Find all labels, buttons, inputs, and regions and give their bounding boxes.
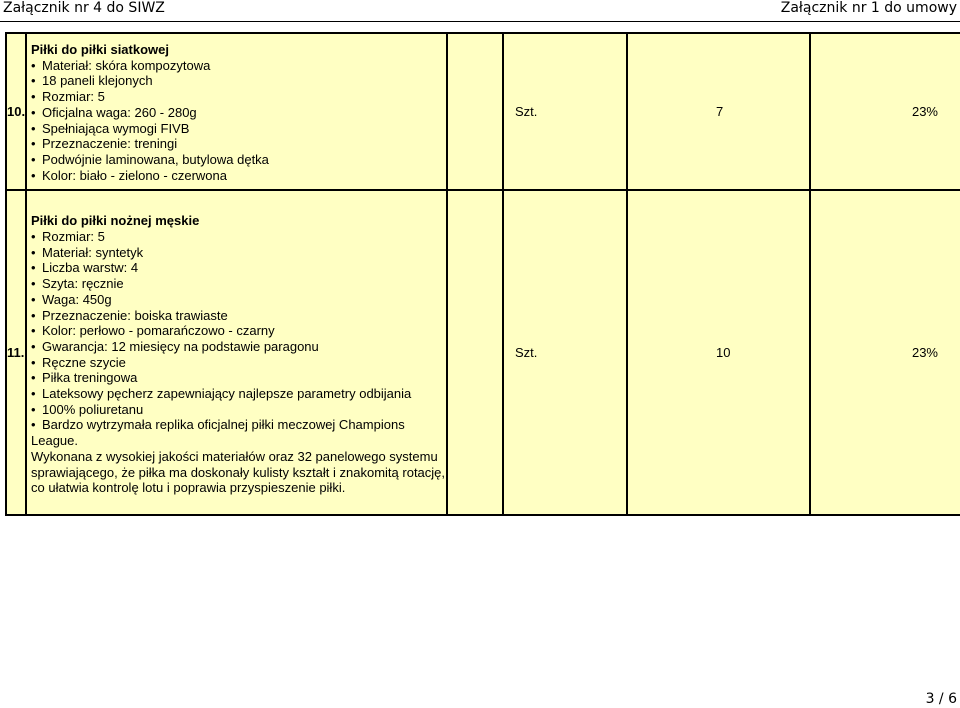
spec-line: Wykonana z wysokiej jakości materiałów oraz 32 panelowego systemu bbox=[31, 448, 438, 464]
page-number: 3 / 6 bbox=[925, 691, 957, 707]
vat-cell: 23% bbox=[810, 33, 960, 190]
spec-line: • Lateksowy pęcherz zapewniający najlepsze parametry odbijania bbox=[31, 386, 446, 402]
specification-table bbox=[5, 32, 960, 516]
spec-line: • Przeznaczenie: treningi bbox=[31, 136, 446, 152]
spec-line: • Gwarancja: 12 miesięcy na podstawie paragonu bbox=[31, 339, 446, 355]
spec-line: • Przeznaczenie: boiska trawiaste bbox=[31, 308, 446, 324]
spec-line: • Kolor: perłowo - pomarańczowo - czarny bbox=[31, 323, 446, 339]
spec-line: • Rozmiar: 5 bbox=[31, 229, 446, 245]
spec-line: • Rozmiar: 5 bbox=[31, 89, 446, 105]
spec-line: • Materiał: syntetyk bbox=[31, 245, 446, 261]
unit-cell: Szt. bbox=[503, 33, 627, 190]
item-description bbox=[26, 190, 447, 515]
row-number: 11. bbox=[6, 190, 26, 515]
header-right: Załącznik nr 1 do umowy bbox=[780, 0, 957, 16]
spec-line: • 100% poliuretanu bbox=[31, 402, 446, 418]
spec-line: • Podwójnie laminowana, butylowa dętka bbox=[31, 152, 446, 168]
item-title: Piłki do piłki nożnej męskie bbox=[31, 213, 200, 229]
unit-cell: Szt. bbox=[503, 190, 627, 515]
table-row bbox=[6, 190, 960, 515]
spec-line: sprawiającego, że piłka ma doskonały kulisty kształt i znakomitą rotację, bbox=[31, 464, 446, 480]
spec-line: • Waga: 450g bbox=[31, 292, 446, 308]
spec-line: • Kolor: biało - zielono - czerwona bbox=[31, 168, 446, 184]
spec-line: • Liczba warstw: 4 bbox=[31, 260, 446, 276]
item-description bbox=[26, 33, 447, 190]
spec-line: • Bardzo wytrzymała replika oficjalnej piłki meczowej Champions League. bbox=[31, 417, 446, 448]
spec-line: • Oficjalna waga: 260 - 280g bbox=[31, 105, 446, 121]
spec-line: • Ręczne szycie bbox=[31, 355, 446, 371]
row-number: 10. bbox=[6, 33, 26, 190]
spec-line: • Szyta: ręcznie bbox=[31, 276, 446, 292]
quantity-cell: 7 bbox=[627, 33, 810, 190]
table-row bbox=[6, 33, 960, 190]
spec-line: • Piłka treningowa bbox=[31, 370, 446, 386]
empty-cell bbox=[447, 33, 503, 190]
spec-line: • Spełniająca wymogi FIVB bbox=[31, 121, 446, 137]
header-rule bbox=[0, 21, 960, 22]
quantity-cell: 10 bbox=[627, 190, 810, 515]
empty-cell bbox=[447, 190, 503, 515]
spec-line: • Materiał: skóra kompozytowa bbox=[31, 58, 446, 74]
header-left: Załącznik nr 4 do SIWZ bbox=[3, 0, 165, 16]
spec-line: co ułatwia kontrolę lotu i poprawia przyspieszenie piłki. bbox=[31, 480, 346, 496]
spec-line: • 18 paneli klejonych bbox=[31, 73, 446, 89]
vat-cell: 23% bbox=[810, 190, 960, 515]
item-title: Piłki do piłki siatkowej bbox=[31, 42, 169, 57]
